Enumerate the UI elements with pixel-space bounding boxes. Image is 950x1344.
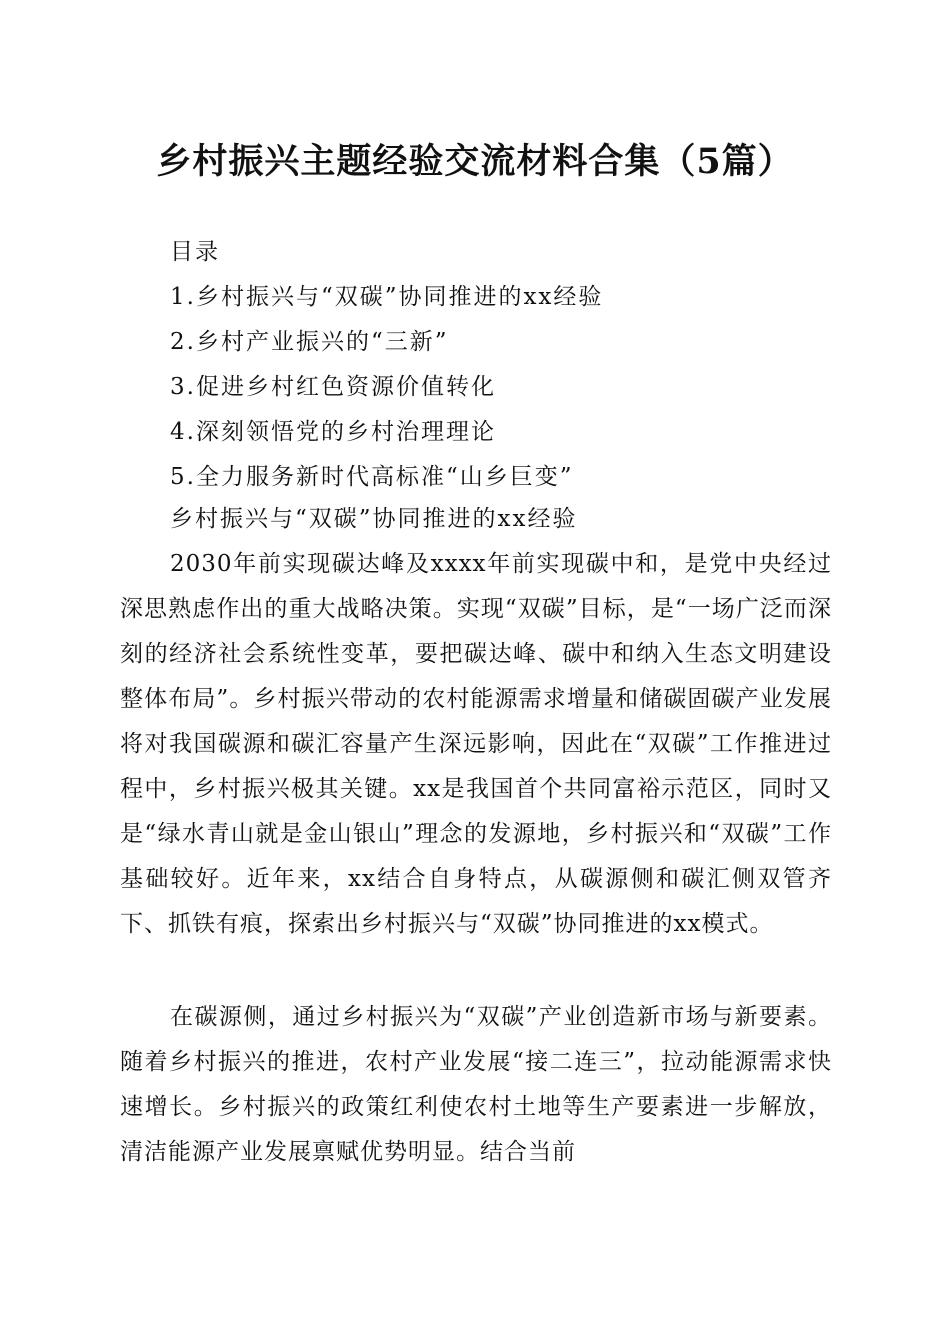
toc-item-2: 2.乡村产业振兴的“三新” [170,329,449,355]
toc-heading: 目录 [170,239,220,265]
document-title: 乡村振兴主题经验交流材料合集（5篇） [156,141,794,182]
toc-item-5: 5.全力服务新时代高标准“山乡巨变” [170,464,574,490]
toc-item-1: 1.乡村振兴与“双碳”协同推进的xx经验 [170,284,604,310]
toc-item-3: 3.促进乡村红色资源价值转化 [170,374,496,400]
body-paragraph-1: 2030年前实现碳达峰及xxxx年前实现碳中和，是党中央经过深思熟虑作出的重大战略决策。实现“双碳”目标，是“一场广泛而深刻的经济社会系统性变革，要把碳达峰、碳中和纳入生态文明建设整体布局”。乡村振兴带动的农村能源需求增量和储碳固碳产业发展将对我国碳源和碳汇容量产生深远影响，因此在“双碳”工作推进过程中，乡村振兴极其关键。xx是我国首个共同富裕示范区，同时又是“绿水青山就是金山银山”理念的发源地，乡村振兴和“双碳”工作基础较好。近年来，xx结合自身特点，从碳源侧和碳汇侧双管齐下、抓铁有痕，探索出乡村振兴与“双碳”协同推进的xx模式。 [120,551,832,937]
section-heading: 乡村振兴与“双碳”协同推进的xx经验 [170,506,578,532]
table-of-contents [170,230,870,500]
toc-item-4: 4.深刻领悟党的乡村治理理论 [170,419,496,445]
body-paragraph-2: 在碳源侧，通过乡村振兴为“双碳”产业创造新市场与新要素。随着乡村振兴的推进，农村产业发展“接二连三”，拉动能源需求快速增长。乡村振兴的政策红利使农村土地等生产要素进一步解放，清洁能源产业发展禀赋优势明显。结合当前 [120,1004,832,1165]
